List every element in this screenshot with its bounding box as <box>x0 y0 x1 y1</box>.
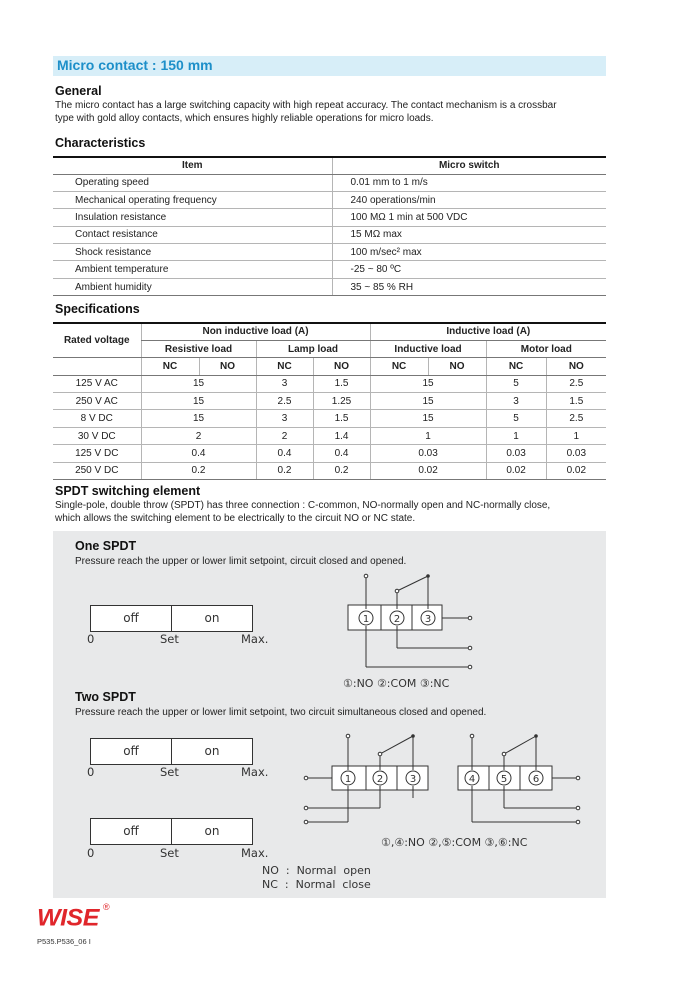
voltage-cell: 30 V DC <box>53 427 141 444</box>
nc-definition: NC : Normal close <box>262 878 371 891</box>
voltage-cell: 250 V DC <box>53 462 141 479</box>
characteristics-row <box>53 226 606 243</box>
logo-text: WISE <box>37 904 99 932</box>
lamp-no-cell: 0.2 <box>313 462 370 479</box>
off-segment: off <box>123 824 139 838</box>
terminal-6 <box>529 771 543 785</box>
general-text-line-1: The micro contact has a large switching capacity with high repeat accuracy. The contact mechanism is a crossbar <box>55 100 557 111</box>
characteristics-row <box>53 191 606 208</box>
svg-text:3: 3 <box>409 774 417 785</box>
characteristics-row <box>53 261 606 278</box>
motor-nc-cell: 3 <box>486 393 546 410</box>
one-spdt-range-bar <box>90 605 253 632</box>
item-cell: Contact resistance <box>53 226 332 243</box>
svg-text:1: 1 <box>344 774 352 785</box>
motor-nc-cell: 1 <box>486 427 546 444</box>
svg-text:4: 4 <box>468 774 476 785</box>
value-cell: 100 m/sec² max <box>332 244 606 261</box>
column-header-item: Item <box>53 157 332 174</box>
specification-row <box>53 410 606 427</box>
characteristics-row <box>53 244 606 261</box>
motor-nc-cell: 0.03 <box>486 445 546 462</box>
spdt-text-line-1: Single-pole, double throw (SPDT) has three connection : C-common, NO-normally open and NC-normally close, <box>55 500 551 511</box>
inductive-load-header: Inductive load <box>370 340 486 357</box>
terminal-1 <box>341 771 355 785</box>
lamp-nc-header: NC <box>256 358 313 375</box>
inductive-load-cell: 15 <box>370 393 486 410</box>
resistive-load-cell: 15 <box>141 410 256 427</box>
terminal-3 <box>406 771 420 785</box>
terminal-5 <box>497 771 511 785</box>
inductive-no-header: NO <box>428 358 486 375</box>
section-title-bar <box>53 56 606 76</box>
inductive-nc-header: NC <box>370 358 428 375</box>
off-segment: off <box>123 744 139 758</box>
svg-text:3: 3 <box>424 614 432 625</box>
one-spdt-text: Pressure reach the upper or lower limit setpoint, circuit closed and opened. <box>75 556 407 567</box>
rated-voltage-header: Rated voltage <box>53 323 141 358</box>
specification-row <box>53 462 606 479</box>
motor-no-cell: 2.5 <box>546 410 606 427</box>
specification-row <box>53 393 606 410</box>
terminal-3 <box>421 611 435 625</box>
item-cell: Ambient humidity <box>53 278 332 295</box>
item-cell: Shock resistance <box>53 244 332 261</box>
specification-row <box>53 427 606 444</box>
two-spdt-range-bar-1 <box>90 738 253 765</box>
general-heading: General <box>55 84 102 98</box>
spdt-text <box>55 500 615 525</box>
characteristics-row <box>53 278 606 295</box>
scale-max: Max. <box>241 632 269 646</box>
lamp-nc-cell: 3 <box>256 375 313 392</box>
two-spdt-range-bar-2 <box>90 818 253 845</box>
general-text <box>55 100 615 125</box>
lamp-nc-cell: 2.5 <box>256 393 313 410</box>
no-definition: NO : Normal open <box>262 864 371 877</box>
page-title: Micro contact : 150 mm <box>57 57 213 73</box>
spdt-text-line-2: which allows the switching element to be electrically to the circuit NO or NC state. <box>55 512 416 524</box>
inductive-header: Inductive load (A) <box>370 323 606 340</box>
terminal-1 <box>359 611 373 625</box>
lamp-nc-cell: 3 <box>256 410 313 427</box>
inductive-load-cell: 15 <box>370 410 486 427</box>
terminal-4 <box>465 771 479 785</box>
on-segment: on <box>204 611 220 625</box>
inductive-load-cell: 0.03 <box>370 445 486 462</box>
lamp-nc-cell: 0.4 <box>256 445 313 462</box>
motor-nc-header: NC <box>486 358 546 375</box>
scale-max: Max. <box>241 765 269 779</box>
resistive-load-cell: 15 <box>141 393 256 410</box>
voltage-cell: 125 V DC <box>53 445 141 462</box>
lamp-nc-cell: 0.2 <box>256 462 313 479</box>
one-spdt-legend: ①:NO ②:COM ③:NC <box>343 677 450 690</box>
registered-mark: ® <box>103 902 110 912</box>
terminal-2 <box>390 611 404 625</box>
item-cell: Insulation resistance <box>53 209 332 226</box>
item-cell: Mechanical operating frequency <box>53 191 332 208</box>
resistive-load-cell: 0.2 <box>141 462 256 479</box>
motor-no-cell: 1 <box>546 427 606 444</box>
voltage-cell: 8 V DC <box>53 410 141 427</box>
lamp-no-cell: 1.5 <box>313 410 370 427</box>
value-cell: 15 MΩ max <box>332 226 606 243</box>
svg-text:1: 1 <box>362 614 370 625</box>
scale-set: Set <box>160 632 179 646</box>
lamp-no-cell: 0.4 <box>313 445 370 462</box>
specifications-heading: Specifications <box>55 302 140 316</box>
specifications-table <box>53 322 606 480</box>
on-segment: on <box>204 824 220 838</box>
svg-text:6: 6 <box>532 774 540 785</box>
two-spdt-wiring-diagram <box>300 728 590 828</box>
resistive-load-cell: 0.4 <box>141 445 256 462</box>
scale-set: Set <box>160 765 179 779</box>
scale-zero: 0 <box>87 846 95 860</box>
empty-header-cell <box>53 358 141 375</box>
characteristics-heading: Characteristics <box>55 136 146 150</box>
non-inductive-header: Non inductive load (A) <box>141 323 370 340</box>
lamp-load-header: Lamp load <box>256 340 370 357</box>
motor-nc-cell: 0.02 <box>486 462 546 479</box>
value-cell: 100 MΩ 1 min at 500 VDC <box>332 209 606 226</box>
value-cell: -25 ~ 80 ºC <box>332 261 606 278</box>
spdt-heading: SPDT switching element <box>55 484 201 498</box>
voltage-cell: 125 V AC <box>53 375 141 392</box>
one-spdt-heading: One SPDT <box>75 539 137 553</box>
characteristics-row <box>53 209 606 226</box>
svg-text:5: 5 <box>500 774 508 785</box>
resistive-nc-header: NC <box>141 358 199 375</box>
motor-no-header: NO <box>546 358 606 375</box>
two-spdt-text: Pressure reach the upper or lower limit setpoint, two circuit simultaneous closed and opened. <box>75 707 487 718</box>
motor-no-cell: 0.02 <box>546 462 606 479</box>
resistive-load-cell: 2 <box>141 427 256 444</box>
motor-no-cell: 0.03 <box>546 445 606 462</box>
lamp-no-cell: 1.5 <box>313 375 370 392</box>
motor-nc-cell: 5 <box>486 410 546 427</box>
scale-max: Max. <box>241 846 269 860</box>
item-cell: Ambient temperature <box>53 261 332 278</box>
item-cell: Operating speed <box>53 174 332 191</box>
wise-logo <box>37 902 110 933</box>
two-spdt-heading: Two SPDT <box>75 690 136 704</box>
value-cell: 35 ~ 85 % RH <box>332 278 606 295</box>
lamp-no-header: NO <box>313 358 370 375</box>
resistive-no-header: NO <box>199 358 256 375</box>
on-segment: on <box>204 744 220 758</box>
inductive-load-cell: 0.02 <box>370 462 486 479</box>
off-segment: off <box>123 611 139 625</box>
scale-zero: 0 <box>87 632 95 646</box>
svg-text:2: 2 <box>376 774 384 785</box>
value-cell: 240 operations/min <box>332 191 606 208</box>
voltage-cell: 250 V AC <box>53 393 141 410</box>
value-cell: 0.01 mm to 1 m/s <box>332 174 606 191</box>
lamp-no-cell: 1.25 <box>313 393 370 410</box>
characteristics-table <box>53 156 606 296</box>
lamp-nc-cell: 2 <box>256 427 313 444</box>
motor-nc-cell: 5 <box>486 375 546 392</box>
motor-no-cell: 1.5 <box>546 393 606 410</box>
motor-load-header: Motor load <box>486 340 606 357</box>
motor-no-cell: 2.5 <box>546 375 606 392</box>
inductive-load-cell: 1 <box>370 427 486 444</box>
scale-zero: 0 <box>87 765 95 779</box>
specification-row <box>53 375 606 392</box>
column-header-micro-switch: Micro switch <box>332 157 606 174</box>
one-spdt-wiring-diagram <box>340 564 490 674</box>
two-spdt-legend: ①,④:NO ②,⑤:COM ③,⑥:NC <box>381 836 528 849</box>
lamp-no-cell: 1.4 <box>313 427 370 444</box>
terminal-2 <box>373 771 387 785</box>
specification-row <box>53 445 606 462</box>
general-text-line-2: type with gold alloy contacts, which ensures highly reliable operations for micro loads. <box>55 112 434 124</box>
svg-text:2: 2 <box>393 614 401 625</box>
resistive-load-header: Resistive load <box>141 340 256 357</box>
resistive-load-cell: 15 <box>141 375 256 392</box>
page-code: P535.P536_06 I <box>37 937 91 946</box>
scale-set: Set <box>160 846 179 860</box>
characteristics-row <box>53 174 606 191</box>
inductive-load-cell: 15 <box>370 375 486 392</box>
